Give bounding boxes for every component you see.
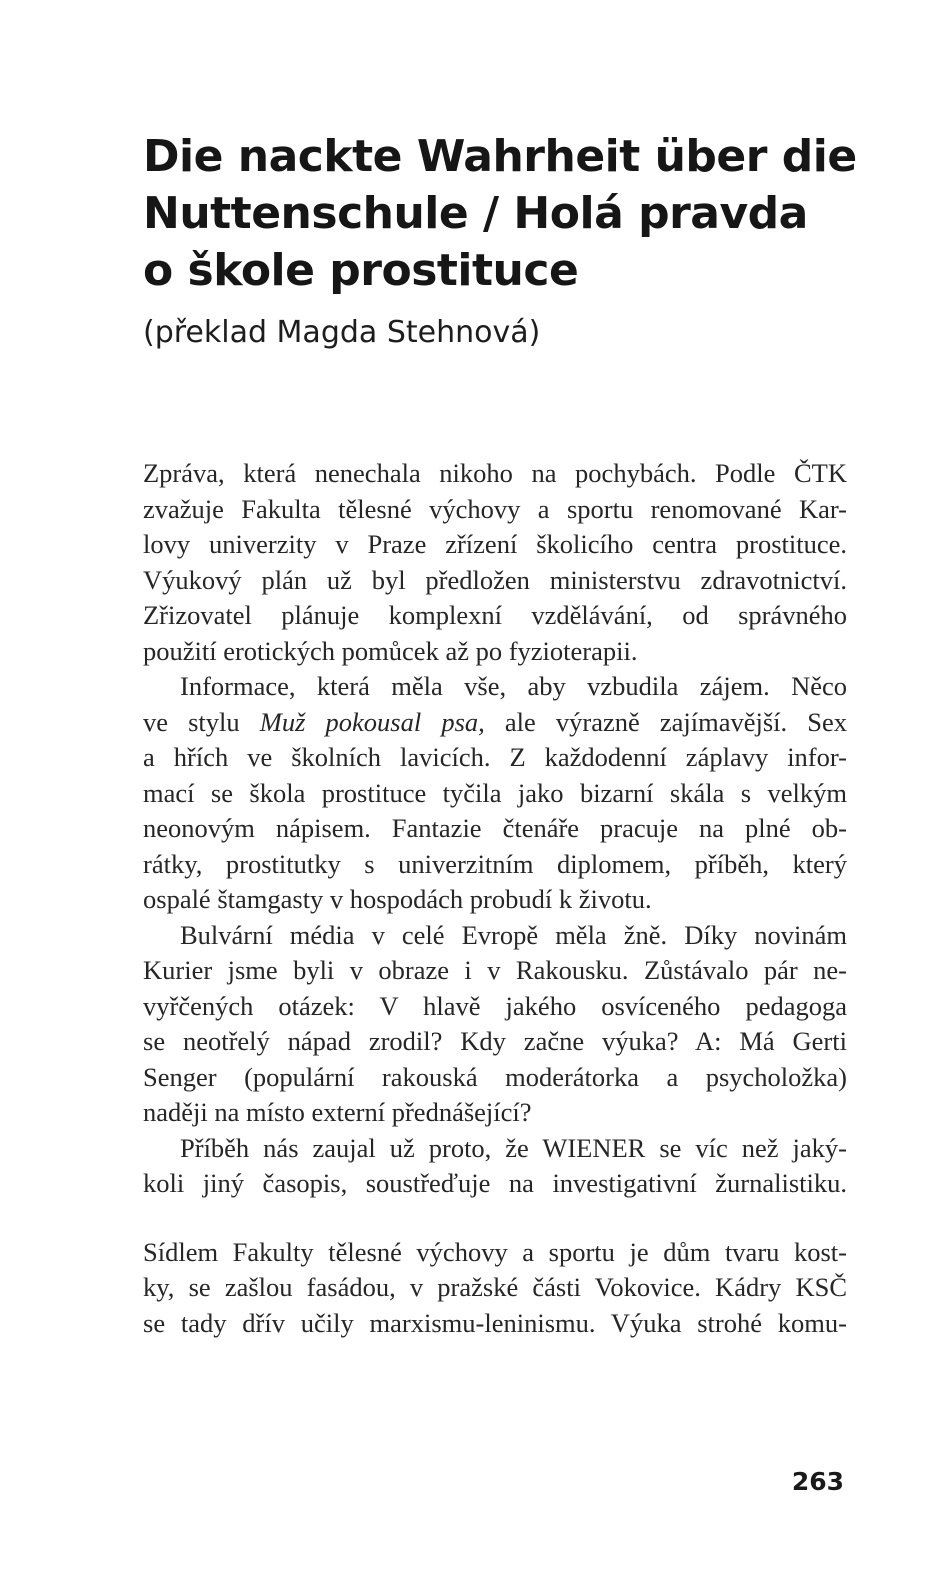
text-line: se tady dřív učily marxismu-leninismu. Výuka strohé komu- xyxy=(143,1307,847,1338)
text-line: Výukový plán už byl předložen ministerstvu zdravotnictví. xyxy=(143,564,847,595)
text-line: Sídlem Fakulty tělesné výchovy a sportu je dům tvaru kost- xyxy=(143,1236,847,1267)
chapter-heading xyxy=(143,128,863,355)
text-segment: ale výrazně zajímavější. Sex xyxy=(484,706,847,737)
text-line xyxy=(143,705,847,741)
text-line: lovy univerzity v Praze zřízení školicího centra prostituce. xyxy=(143,529,847,559)
paragraph-3 xyxy=(143,918,847,1131)
text-line: Informace, která měla vše, aby vzbudila zájem. Něco xyxy=(180,671,847,701)
text-line: Bulvární média v celé Evropě měla žně. Díky novinám xyxy=(180,919,847,950)
text-line: a hřích ve školních lavicích. Z každodenní záplavy infor- xyxy=(143,742,847,772)
text-line: koli jiný časopis, soustřeďuje na investigativní žurnalistiku. xyxy=(143,1168,847,1198)
text-line: použití erotických pomůcek až po fyzioterapii. xyxy=(143,635,638,666)
body-text xyxy=(143,456,847,1341)
text-line: vyřčených otázek: V hlavě jakého osvíceného pedagoga xyxy=(143,990,847,1021)
text-line: ky, se zašlou fasádou, v pražské části Vokovice. Kádry KSČ xyxy=(143,1272,847,1302)
text-segment: ve stylu xyxy=(143,706,260,737)
text-line: zvažuje Fakulta tělesné výchovy a sportu renomované Kar- xyxy=(143,493,847,524)
chapter-title-line-3: o škole prostituce xyxy=(143,245,579,296)
text-line: Kurier jsme byli v obraze i v Rakousku. Zůstávalo pár ne- xyxy=(143,955,847,985)
page-number: 263 xyxy=(791,1467,844,1496)
text-line: Příběh nás zaujal už proto, že WIENER se víc než jaký- xyxy=(180,1132,847,1163)
text-line: rátky, prostitutky s univerzitním diplomem, příběh, který xyxy=(143,848,847,879)
paragraph-1 xyxy=(143,456,847,669)
paragraph-2 xyxy=(143,669,847,918)
italic-phrase: Muž pokousal psa, xyxy=(259,706,485,737)
paragraph-4 xyxy=(143,1131,847,1202)
text-line: Zřizovatel plánuje komplexní vzdělávání, od správného xyxy=(143,600,847,630)
text-line: mací se škola prostituce tyčila jako bizarní skála s velkým xyxy=(143,777,847,808)
paragraph-5 xyxy=(143,1235,847,1342)
chapter-title-line-2: Nuttenschule / Holá pravda xyxy=(143,188,808,239)
text-line: se neotřelý nápad zrodil? Kdy začne výuka? A: Má Gerti xyxy=(143,1026,847,1056)
text-line: neonovým nápisem. Fantazie čtenáře pracuje na plné ob- xyxy=(143,813,847,843)
section-break xyxy=(143,1202,847,1235)
text-line: Zpráva, která nenechala nikoho na pochybách. Podle ČTK xyxy=(143,458,847,488)
text-line: naději na místo externí přednášející? xyxy=(143,1097,532,1127)
chapter-subtitle: (překlad Magda Stehnová) xyxy=(143,315,541,350)
chapter-title-line-1: Die nackte Wahrheit über die xyxy=(143,131,857,182)
text-line: ospalé štamgasty v hospodách probudí k životu. xyxy=(143,884,652,914)
text-line: Senger (populární rakouská moderátorka a psycholožka) xyxy=(143,1061,847,1092)
